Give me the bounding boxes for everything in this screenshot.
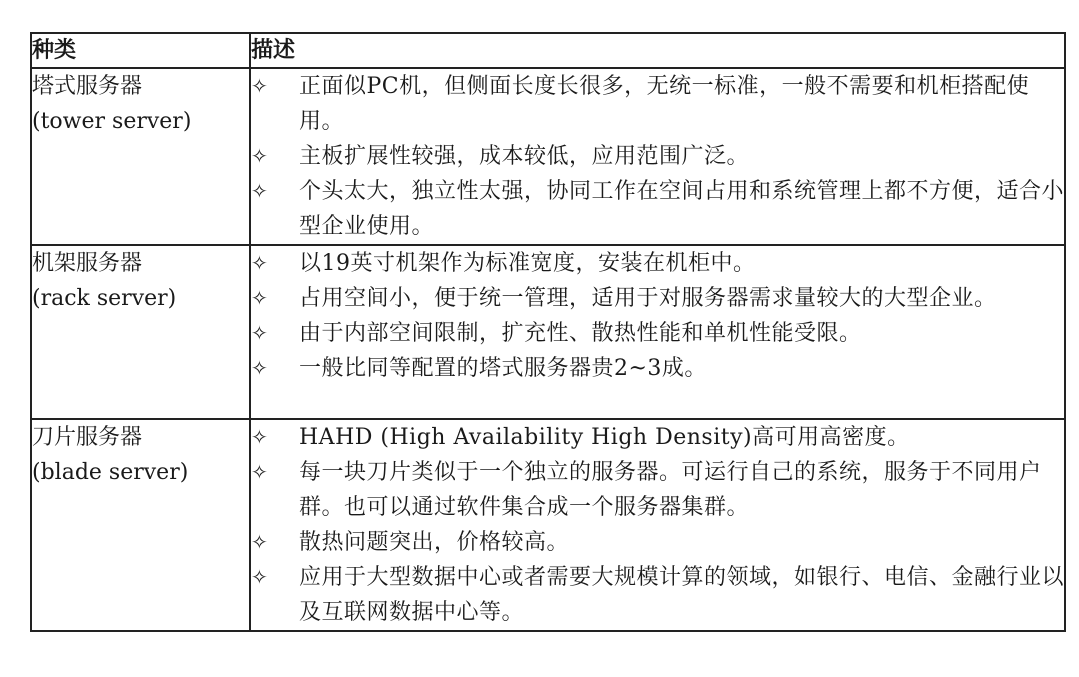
server-type-english: (tower server) xyxy=(32,109,192,134)
type-cell xyxy=(31,245,250,419)
list-item xyxy=(251,174,1064,244)
type-cell xyxy=(31,419,250,631)
list-item-text: 正面似PC机，但侧面长度长很多，无统一标准，一般不需要和机柜搭配使用。 xyxy=(299,74,1030,134)
list-item-text: 占用空间小，便于统一管理，适用于对服务器需求量较大的大型企业。 xyxy=(299,286,997,311)
list-item xyxy=(251,139,1064,174)
list-item-text: 个头太大，独立性太强，协同工作在空间占用和系统管理上都不方便，适合小型企业使用。 xyxy=(299,179,1065,239)
diamond-bullet-icon: ✧ xyxy=(251,286,268,310)
diamond-bullet-icon: ✧ xyxy=(251,321,268,345)
header-description: 描述 xyxy=(250,33,1065,68)
server-type-name: 刀片服务器 xyxy=(32,425,143,450)
list-item xyxy=(251,455,1064,525)
list-item-text: 一般比同等配置的塔式服务器贵2~3成。 xyxy=(299,356,707,381)
server-type-name: 塔式服务器 xyxy=(32,74,143,99)
list-item-text: 应用于大型数据中心或者需要大规模计算的领域，如银行、电信、金融行业以及互联网数据中心等。 xyxy=(299,565,1065,625)
description-cell xyxy=(250,68,1065,245)
list-item xyxy=(251,351,1064,386)
diamond-bullet-icon: ✧ xyxy=(251,179,268,203)
diamond-bullet-icon: ✧ xyxy=(251,530,268,554)
server-type-english: (rack server) xyxy=(32,286,177,311)
description-cell xyxy=(250,419,1065,631)
diamond-bullet-icon: ✧ xyxy=(251,425,268,449)
table-row-blade-server xyxy=(31,419,1065,631)
diamond-bullet-icon: ✧ xyxy=(251,74,268,98)
description-list xyxy=(251,69,1064,244)
server-type-name: 机架服务器 xyxy=(32,251,143,276)
description-list xyxy=(251,420,1064,630)
diamond-bullet-icon: ✧ xyxy=(251,144,268,168)
server-type-english: (blade server) xyxy=(32,460,189,485)
header-row xyxy=(31,33,1065,68)
description-list xyxy=(251,246,1064,386)
list-item xyxy=(251,560,1064,630)
list-item xyxy=(251,246,1064,281)
description-cell xyxy=(250,245,1065,419)
list-item xyxy=(251,316,1064,351)
server-types-table xyxy=(30,32,1066,632)
table-row-rack-server xyxy=(31,245,1065,419)
diamond-bullet-icon: ✧ xyxy=(251,251,268,275)
table-row-tower-server xyxy=(31,68,1065,245)
list-item-text: 以19英寸机架作为标准宽度，安装在机柜中。 xyxy=(299,251,756,276)
list-item-text: 散热问题突出，价格较高。 xyxy=(299,530,570,555)
list-item-text: 每一块刀片类似于一个独立的服务器。可运行自己的系统，服务于不同用户群。也可以通过软件集合成一个服务器集群。 xyxy=(299,460,1042,520)
header-type: 种类 xyxy=(31,33,250,68)
list-item xyxy=(251,281,1064,316)
list-item xyxy=(251,69,1064,139)
list-item-text: HAHD (High Availability High Density)高可用高密度。 xyxy=(299,425,910,450)
diamond-bullet-icon: ✧ xyxy=(251,460,268,484)
list-item xyxy=(251,420,1064,455)
diamond-bullet-icon: ✧ xyxy=(251,565,268,589)
type-cell xyxy=(31,68,250,245)
list-item-text: 由于内部空间限制，扩充性、散热性能和单机性能受限。 xyxy=(299,321,862,346)
diamond-bullet-icon: ✧ xyxy=(251,356,268,380)
list-item-text: 主板扩展性较强，成本较低，应用范围广泛。 xyxy=(299,144,750,169)
list-item xyxy=(251,525,1064,560)
